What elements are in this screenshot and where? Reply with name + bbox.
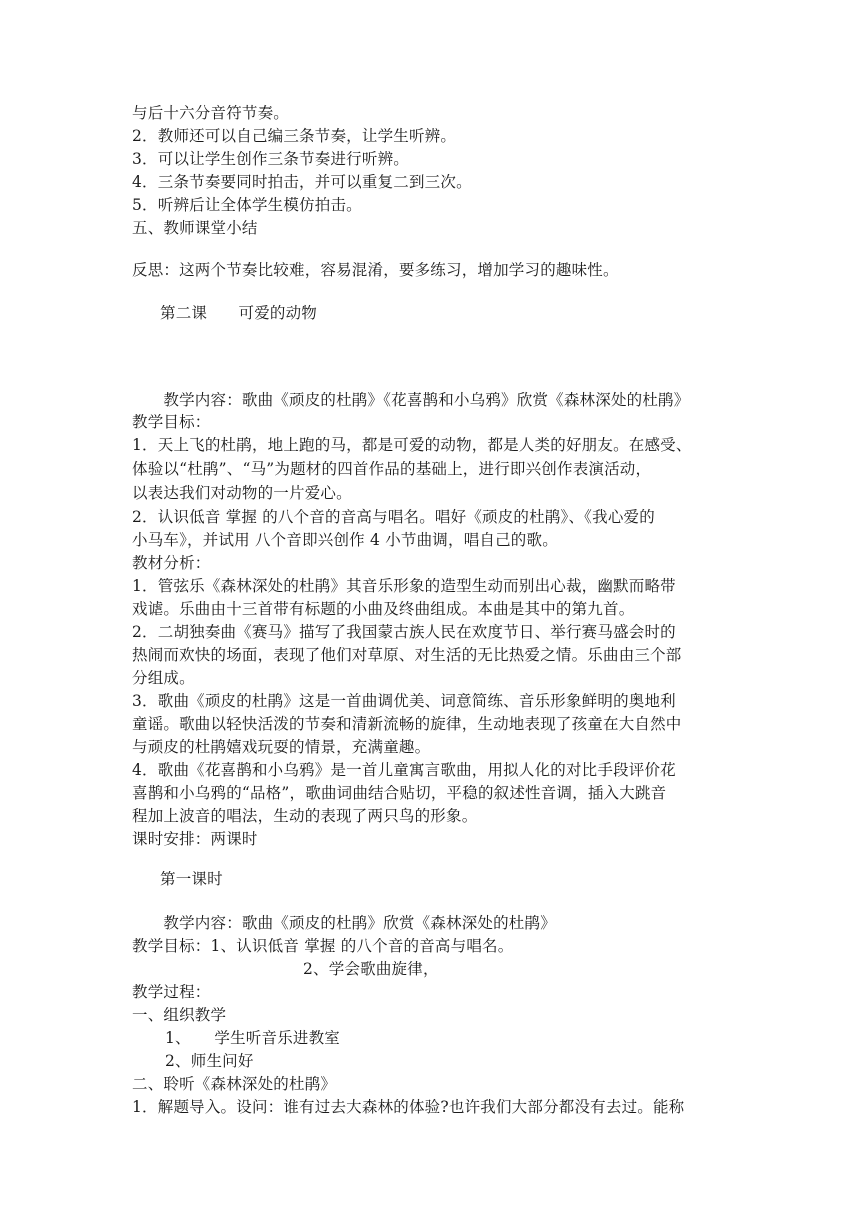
text-line: 教学内容：歌曲《顽皮的杜鹃》《花喜鹊和小乌鸦》欣赏《森林深处的杜鹃》 xyxy=(132,391,690,409)
text-line: 与后十六分音符节奏。 xyxy=(132,104,290,122)
text-line: 教学内容：歌曲《顽皮的杜鹃》欣赏《森林深处的杜鹃》 xyxy=(132,914,556,932)
text-line: 5．听辨后让全体学生模仿拍击。 xyxy=(132,196,362,214)
text-line: 4．三条节奏要同时拍击，并可以重复二到三次。 xyxy=(132,173,472,191)
text-line: 与顽皮的杜鹃嬉戏玩耍的情景，充满童趣。 xyxy=(132,738,431,756)
text-line: 二、聆听《森林深处的杜鹃》 xyxy=(132,1075,337,1093)
text-line: 教学目标： xyxy=(132,413,211,431)
text-line: 1、 学生听音乐进教室 xyxy=(165,1029,341,1047)
text-line: 一、组织教学 xyxy=(132,1006,227,1024)
text-line: 2、学会歌曲旋律， xyxy=(303,960,439,978)
text-line: 1．天上飞的杜鹃，地上跑的马，都是可爱的动物，都是人类的好朋友。在感受、 xyxy=(132,436,692,454)
text-line: 热闹而欢快的场面，表现了他们对草原、对生活的无比热爱之情。乐曲由三个部 xyxy=(132,646,682,664)
text-line: 教学目标：1、认识低音 掌握 的八个音的音高与唱名。 xyxy=(132,937,514,955)
text-line: 体验以“杜鹃”、“马”为题材的四首作品的基础上，进行即兴创作表演活动， xyxy=(132,460,652,478)
text-line: 小马车》，并试用 八个音即兴创作 4 小节曲调，唱自己的歌。 xyxy=(132,531,558,549)
text-line: 以表达我们对动物的一片爱心。 xyxy=(132,484,352,502)
text-line: 3．可以让学生创作三条节奏进行听辨。 xyxy=(132,150,409,168)
text-line: 喜鹊和小乌鸦的“品格”，歌曲词曲结合贴切，平稳的叙述性音调，插入大跳音 xyxy=(132,784,667,802)
text-line: 2．教师还可以自己编三条节奏，让学生听辨。 xyxy=(132,127,457,145)
text-line: 1．解题导入。设问：谁有过去大森林的体验?也许我们大部分都没有去过。能称 xyxy=(132,1098,685,1116)
text-line: 课时安排：两课时 xyxy=(132,830,258,848)
text-line: 程加上波音的唱法，生动的表现了两只鸟的形象。 xyxy=(132,807,478,825)
period-title: 第一课时 xyxy=(160,870,223,888)
text-line: 1．管弦乐《森林深处的杜鹃》其音乐形象的造型生动而别出心裁，幽默而略带 xyxy=(132,577,676,595)
text-line: 童谣。歌曲以轻快活泼的节奏和清新流畅的旋律，生动地表现了孩童在大自然中 xyxy=(132,715,682,733)
text-line: 2、师生问好 xyxy=(165,1052,254,1070)
lesson-title: 第二课 可爱的动物 xyxy=(160,304,318,322)
text-line: 2．认识低音 掌握 的八个音的音高与唱名。唱好《顽皮的杜鹃》、《我心爱的 xyxy=(132,508,655,526)
text-line: 教学过程： xyxy=(132,983,211,1001)
text-line: 3．歌曲《顽皮的杜鹃》这是一首曲调优美、词意简练、音乐形象鲜明的奥地利 xyxy=(132,692,676,710)
text-line: 2．二胡独奏曲《赛马》描写了我国蒙古族人民在欢度节日、举行赛马盛会时的 xyxy=(132,623,676,641)
text-line: 4．歌曲《花喜鹊和小乌鸦》是一首儿童寓言歌曲，用拟人化的对比手段评价花 xyxy=(132,761,676,779)
text-line: 教材分析： xyxy=(132,554,211,572)
text-line: 戏谑。乐曲由十三首带有标题的小曲及终曲组成。本曲是其中的第九首。 xyxy=(132,600,635,618)
section-heading: 五、教师课堂小结 xyxy=(132,219,258,237)
text-line: 分组成。 xyxy=(132,669,195,687)
reflection-text: 反思：这两个节奏比较难，容易混淆，要多练习，增加学习的趣味性。 xyxy=(132,261,619,279)
